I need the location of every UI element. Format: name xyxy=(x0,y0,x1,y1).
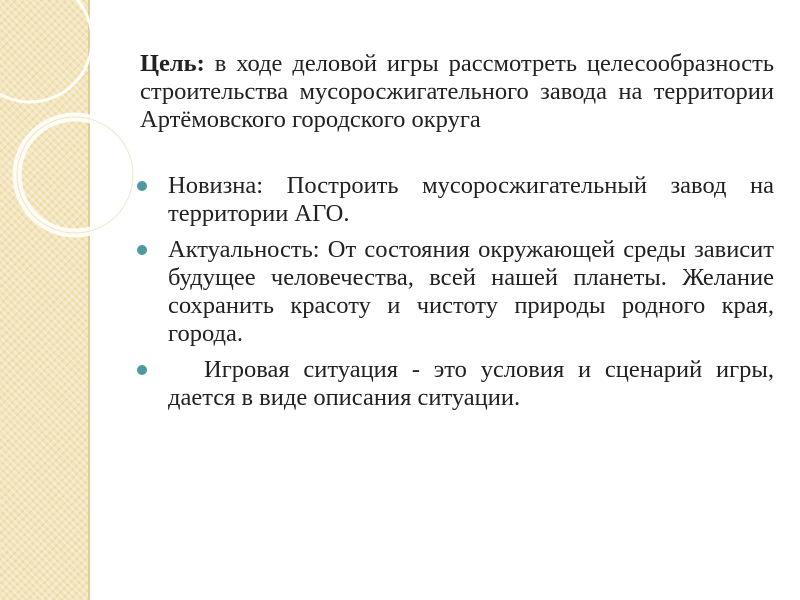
list-item-game-situation xyxy=(120,356,774,412)
bullet-text: Актуальность: От состояния окружающей среды зависит будущее человечества, всей нашей планеты. Желание сохранить красоту и чистоту природы родного края, города. xyxy=(168,236,774,347)
list-item-novelty xyxy=(120,172,774,228)
slide-content xyxy=(120,50,774,420)
bullet-text: Новизна: Построить мусоросжигательный завод на территории АГО. xyxy=(168,172,774,227)
bullet-list xyxy=(120,172,774,412)
bullet-text: Игровая ситуация - это условия и сценарий игры, дается в виде описания ситуации. xyxy=(168,356,774,411)
goal-label: Цель: xyxy=(140,50,205,77)
bullet-icon xyxy=(137,365,147,375)
bullet-icon xyxy=(137,245,147,255)
goal-text: в ходе деловой игры рассмотреть целесообразность строительства мусоросжигательного завода на территории Артёмовского городского округа xyxy=(140,50,774,133)
bullet-icon xyxy=(137,181,147,191)
goal-paragraph xyxy=(140,50,774,134)
list-item-relevance xyxy=(120,236,774,348)
